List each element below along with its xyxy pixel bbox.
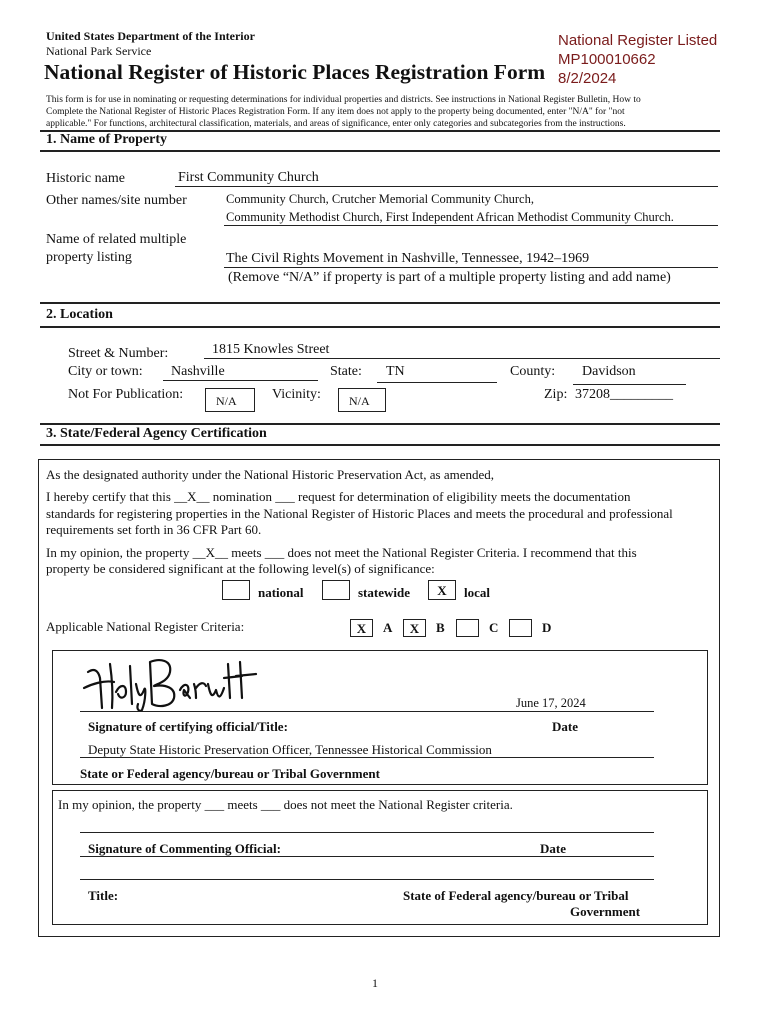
signature-underline: [80, 711, 654, 712]
vicinity-value: N/A: [349, 394, 370, 408]
opinion-line-1: In my opinion, the property __X__ meets ___ does not meet the National Register Criteria. I recommend that this: [46, 545, 637, 560]
city-underline: [163, 380, 318, 381]
certify-line-3: requirements set forth in 36 CFR Part 60.: [46, 522, 262, 537]
section-2-heading: 2. Location: [46, 307, 113, 322]
state-underline: [377, 382, 497, 383]
listing-reference-stamp: MP100010662: [558, 51, 656, 68]
local-level-label: local: [464, 585, 490, 600]
authority-statement: As the designated authority under the National Historic Preservation Act, as amended,: [46, 467, 495, 482]
criterion-b-label: B: [436, 620, 445, 635]
national-level-label: national: [258, 585, 304, 600]
criterion-c-label: C: [489, 620, 499, 635]
intro-text-line-1: This form is for use in nominating or requesting determinations for individual properties and districts. See instructions in National Register Bulletin, How to: [46, 95, 641, 105]
vicinity-label: Vicinity:: [272, 387, 321, 402]
commenting-title-label: Title:: [88, 888, 119, 903]
agency-label: State or Federal agency/bureau or Tribal Government: [80, 766, 380, 781]
city-value: Nashville: [171, 364, 225, 379]
commenting-signature-label: Signature of Commenting Official:: [88, 841, 281, 856]
commenting-agency-label-line-2: Government: [570, 904, 641, 919]
commenting-title-line: [80, 879, 654, 880]
certification-date: June 17, 2024: [516, 696, 586, 710]
criterion-d-label: D: [542, 620, 552, 635]
criterion-a-label: A: [383, 620, 393, 635]
intro-text-line-2: Complete the National Register of Historic Places Registration Form. If any item does not apply to the property being documented, enter "N/A" for "not: [46, 107, 625, 117]
handwritten-signature: [80, 654, 270, 712]
opinion-line-2: property be considered significant at the following level(s) of significance:: [46, 561, 435, 576]
criteria-label: Applicable National Register Criteria:: [46, 619, 245, 634]
zip-value: 37208_________: [575, 387, 673, 402]
related-listing-value: The Civil Rights Movement in Nashville, Tennessee, 1942–1969: [226, 251, 590, 266]
vicinity-box[interactable]: [338, 388, 386, 412]
county-underline: [573, 384, 686, 385]
other-names-line-1: Community Church, Crutcher Memorial Community Church,: [226, 192, 534, 206]
statewide-level-checkbox[interactable]: [322, 580, 350, 600]
street-label: Street & Number:: [68, 346, 169, 361]
historic-name-label: Historic name: [46, 171, 125, 186]
intro-text-line-3: applicable." For functions, architectural classification, materials, and areas of significance, enter only categories and subcategories from the instructions.: [46, 119, 626, 129]
certify-line-2: standards for registering properties in the National Register of Historic Places and meets the procedural and professional: [46, 506, 673, 521]
historic-name-value: First Community Church: [178, 170, 319, 185]
service-name: National Park Service: [46, 44, 152, 58]
statewide-level-label: statewide: [358, 585, 410, 600]
section-divider: [40, 302, 720, 304]
official-title-underline: [80, 757, 654, 758]
related-listing-underline: [224, 267, 718, 268]
other-names-line-2: Community Methodist Church, First Independent African Methodist Community Church.: [226, 210, 674, 224]
criterion-c-checkbox[interactable]: [456, 619, 479, 637]
department-name: United States Department of the Interior: [46, 29, 255, 43]
section-divider: [40, 444, 720, 446]
commenting-agency-label-line-1: State of Federal agency/bureau or Tribal: [403, 888, 629, 903]
listing-date-stamp: 8/2/2024: [558, 70, 617, 87]
not-for-publication-box[interactable]: [205, 388, 255, 412]
certifying-signature-label: Signature of certifying official/Title:: [88, 719, 288, 734]
section-divider: [40, 326, 720, 328]
related-listing-label-line-2: property listing: [46, 250, 132, 265]
criterion-b-checkbox[interactable]: X: [403, 619, 426, 637]
section-1-heading: 1. Name of Property: [46, 132, 168, 147]
not-for-publication-value: N/A: [216, 394, 237, 408]
related-listing-note: (Remove “N/A” if property is part of a multiple property listing and add name): [228, 270, 671, 285]
certifying-date-label: Date: [552, 719, 578, 734]
other-names-underline: [224, 225, 718, 226]
commenting-signature-underline: [80, 856, 654, 857]
street-value: 1815 Knowles Street: [212, 342, 330, 357]
county-value: Davidson: [582, 364, 636, 379]
city-label: City or town:: [68, 364, 143, 379]
historic-name-underline: [175, 186, 718, 187]
criterion-a-checkbox[interactable]: X: [350, 619, 373, 637]
county-label: County:: [510, 364, 556, 379]
comment-line: [80, 832, 654, 833]
section-divider: [40, 423, 720, 425]
page-number: 1: [372, 976, 378, 990]
section-divider: [40, 150, 720, 152]
state-value: TN: [386, 364, 405, 379]
national-level-checkbox[interactable]: [222, 580, 250, 600]
form-title: National Register of Historic Places Registration Form: [44, 60, 546, 84]
not-for-publication-label: Not For Publication:: [68, 387, 184, 402]
listing-status-stamp: National Register Listed: [558, 32, 718, 49]
other-names-label: Other names/site number: [46, 193, 187, 208]
certifying-official-title: Deputy State Historic Preservation Officer, Tennessee Historical Commission: [88, 742, 492, 757]
local-level-checkbox[interactable]: X: [428, 580, 456, 600]
state-label: State:: [330, 364, 362, 379]
comment-opinion-statement: In my opinion, the property ___ meets ___ does not meet the National Register criteria.: [58, 797, 513, 812]
related-listing-label-line-1: Name of related multiple: [46, 232, 187, 247]
criterion-d-checkbox[interactable]: [509, 619, 532, 637]
certify-line-1: I hereby certify that this __X__ nomination ___ request for determination of eligibility meets the documentation: [46, 489, 631, 504]
section-3-heading: 3. State/Federal Agency Certification: [46, 426, 267, 441]
street-underline: [204, 358, 720, 359]
zip-label: Zip:: [544, 387, 568, 402]
commenting-date-label: Date: [540, 841, 566, 856]
